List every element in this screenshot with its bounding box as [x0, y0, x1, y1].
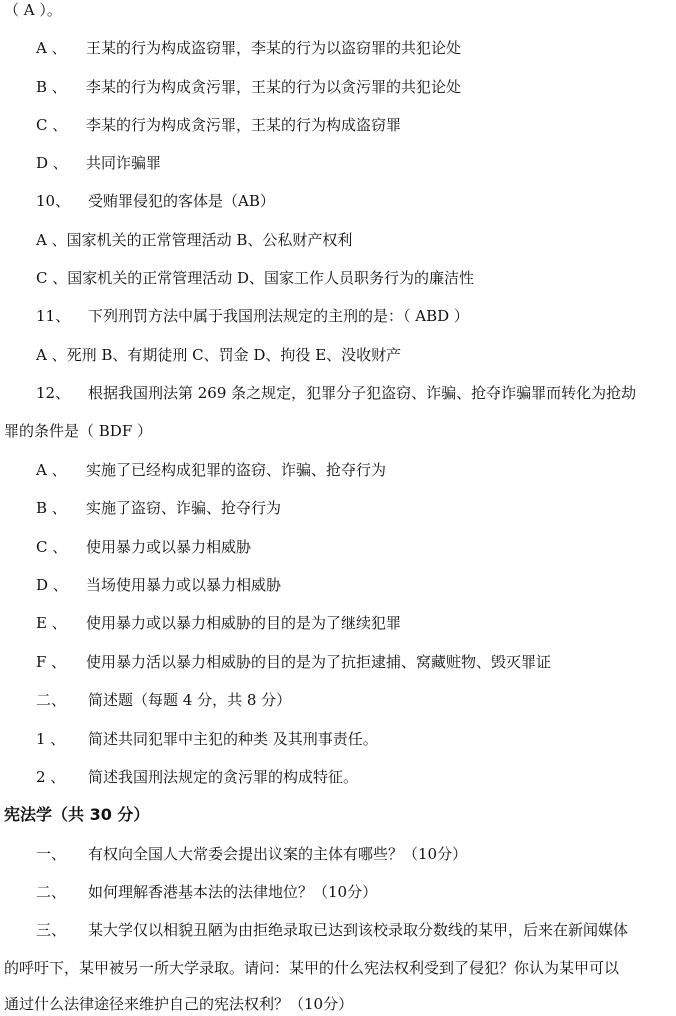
question-number: 三、 [36, 921, 67, 939]
question-number: 一、 [36, 845, 67, 863]
item-number: 2 、 [36, 768, 66, 786]
constitution-question-3 [36, 920, 628, 940]
option-mark: C 、 [36, 116, 68, 134]
question-12 [36, 383, 636, 403]
option-text: 王某的行为构成盗窃罪，李某的行为以盗窃罪的共犯论处 [86, 39, 462, 57]
item-number: 1 、 [36, 730, 66, 748]
q10-options-line-2: C 、国家机关的正常管理活动 D、国家工作人员职务行为的廉洁性 [36, 269, 475, 287]
option-text: 使用暴力或以暴力相威胁的目的是为了继续犯罪 [86, 614, 402, 632]
option-text: 使用暴力活以暴力相威胁的目的是为了抗拒逮捕、窝藏赃物、毁灭罪证 [86, 653, 552, 671]
q10-options-line-1: A 、国家机关的正常管理活动 B、公私财产权利 [36, 231, 353, 249]
section-text: 简述题（每题 4 分，共 8 分） [88, 691, 292, 709]
option-mark: B 、 [36, 499, 67, 517]
option-mark: D 、 [36, 576, 68, 594]
question-text: 下列刑罚方法中属于我国刑法规定的主刑的是：（ ABD ） [88, 307, 469, 325]
question-number: 10、 [36, 192, 71, 210]
option-text: 实施了盗窃、诈骗、抢夺行为 [86, 499, 282, 517]
q12-continuation: 罪的条件是（ BDF ） [4, 422, 152, 440]
short-answer-item-2 [36, 767, 358, 787]
option-a [36, 460, 386, 480]
question-11 [36, 306, 469, 326]
item-text: 简述共同犯罪中主犯的种类 及其刑事责任。 [88, 730, 378, 748]
option-mark: A 、 [36, 461, 67, 479]
question-text: 某大学仅以相貌丑陋为由拒绝录取已达到该校录取分数线的某甲，后来在新闻媒体 [88, 921, 629, 939]
question-text: 有权向全国人大常委会提出议案的主体有哪些？（10分） [88, 845, 468, 863]
option-mark: F 、 [36, 653, 67, 671]
option-b [36, 498, 281, 518]
section-number: 二、 [36, 691, 67, 709]
question-number: 二、 [36, 883, 67, 901]
question-10 [36, 191, 275, 211]
q11-options-line: A 、死刑 B、有期徒刑 C、罚金 D、拘役 E、没收财产 [36, 346, 402, 364]
option-d [36, 153, 161, 173]
option-b [36, 77, 461, 97]
option-d [36, 575, 281, 595]
question-text: 如何理解香港基本法的法律地位？（10分） [88, 883, 378, 901]
section-short-answer-heading [36, 690, 291, 710]
option-c [36, 115, 401, 135]
option-f [36, 652, 551, 672]
option-text: 当场使用暴力或以暴力相威胁 [86, 576, 282, 594]
constitution-section-title: 宪法学（共 30 分） [4, 805, 150, 824]
item-text: 简述我国刑法规定的贪污罪的构成特征。 [88, 768, 359, 786]
option-mark: E 、 [36, 614, 67, 632]
answer-line: （ A ）。 [4, 1, 62, 19]
option-a [36, 38, 461, 58]
option-text: 实施了已经构成犯罪的盗窃、诈骗、抢夺行为 [86, 461, 387, 479]
short-answer-item-1 [36, 729, 378, 749]
option-mark: C 、 [36, 538, 68, 556]
question-number: 11、 [36, 307, 71, 325]
constitution-question-1 [36, 844, 467, 864]
option-mark: A 、 [36, 39, 67, 57]
option-text: 李某的行为构成贪污罪，王某的行为构成盗窃罪 [86, 116, 402, 134]
constitution-question-3-continuation: 的呼吁下，某甲被另一所大学录取。请问：某甲的什么宪法权利受到了侵犯？你认为某甲可以 [4, 959, 620, 977]
question-number: 12、 [36, 384, 71, 402]
option-text: 李某的行为构成贪污罪，王某的行为以贪污罪的共犯论处 [86, 78, 462, 96]
option-c [36, 537, 251, 557]
option-text: 使用暴力或以暴力相威胁 [86, 538, 252, 556]
question-text: 根据我国刑法第 269 条之规定，犯罪分子犯盗窃、诈骗、抢夺诈骗罪而转化为抢劫 [88, 384, 637, 402]
constitution-question-2 [36, 882, 377, 902]
option-mark: D 、 [36, 154, 68, 172]
constitution-question-3-continuation: 通过什么法律途径来维护自己的宪法权利？（10分） [4, 995, 354, 1013]
option-e [36, 613, 401, 633]
question-text: 受贿罪侵犯的客体是（AB） [88, 192, 275, 210]
option-mark: B 、 [36, 78, 67, 96]
option-text: 共同诈骗罪 [86, 154, 162, 172]
